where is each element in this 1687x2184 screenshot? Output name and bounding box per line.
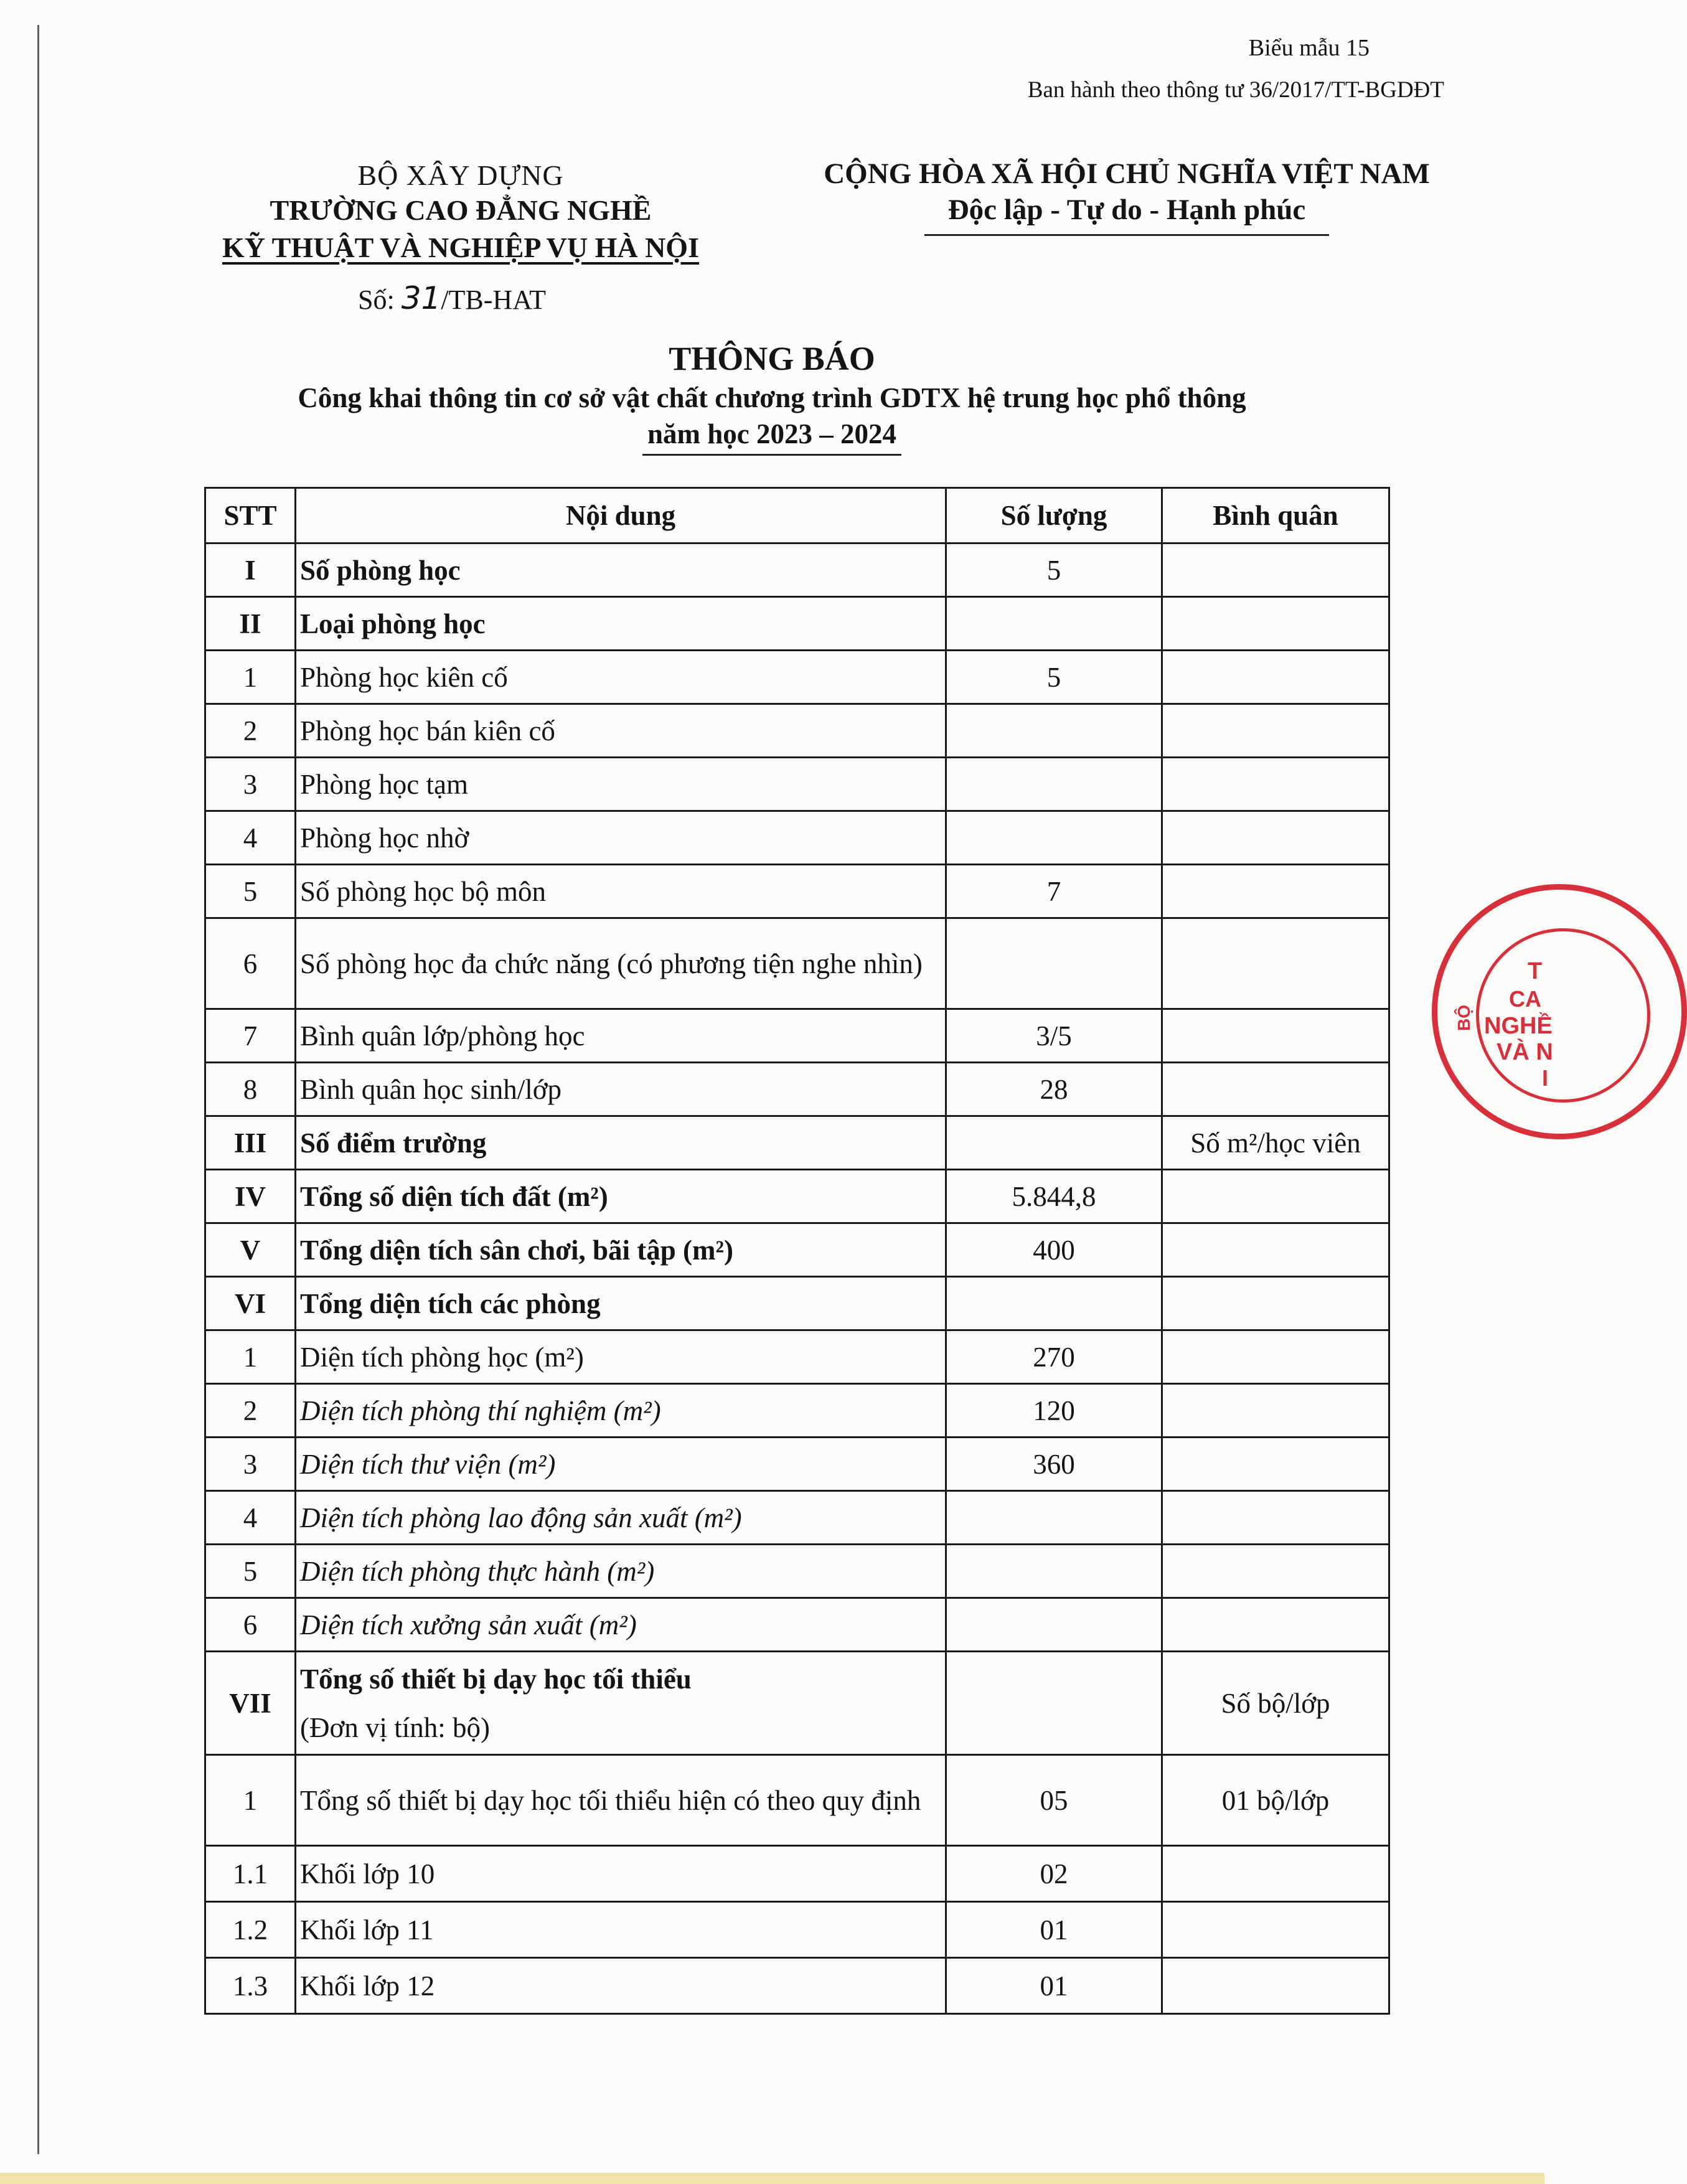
row-content: Tổng số diện tích đất (m²) xyxy=(296,1170,946,1223)
row-content: Bình quân học sinh/lớp xyxy=(296,1063,946,1116)
row-quantity xyxy=(946,1116,1162,1170)
table-row xyxy=(205,1598,1389,1652)
row-content: Bình quân lớp/phòng học xyxy=(296,1009,946,1063)
row-average xyxy=(1162,544,1389,597)
header-average: Bình quân xyxy=(1162,488,1389,544)
row-quantity xyxy=(946,758,1162,811)
scan-edge-band xyxy=(0,2173,1544,2184)
row-content: Diện tích phòng học (m²) xyxy=(296,1330,946,1384)
row-quantity: 270 xyxy=(946,1330,1162,1384)
row-average: 01 bộ/lớp xyxy=(1162,1755,1389,1846)
row-content-main: Tổng số thiết bị dạy học tối thiểu xyxy=(300,1663,692,1695)
facility-table xyxy=(204,487,1390,2015)
row-average xyxy=(1162,1223,1389,1277)
row-quantity xyxy=(946,1545,1162,1598)
row-stt: 1 xyxy=(205,1755,296,1846)
row-content-unit: (Đơn vị tính: bộ) xyxy=(300,1711,491,1743)
row-content: Diện tích thư viện (m²) xyxy=(296,1438,946,1491)
row-quantity: 28 xyxy=(946,1063,1162,1116)
row-content: Loại phòng học xyxy=(296,597,946,651)
table-row xyxy=(205,1009,1389,1063)
notice-subtitle: Công khai thông tin cơ sở vật chất chương trình GDTX hệ trung học phổ thông xyxy=(298,382,1246,413)
table-row xyxy=(205,1384,1389,1438)
row-average xyxy=(1162,651,1389,704)
table-row xyxy=(205,1116,1389,1170)
table-row xyxy=(205,1652,1389,1755)
seal-text-line: NGHỀ xyxy=(1484,1013,1553,1039)
school-name-line2 xyxy=(181,229,741,266)
row-content: Phòng học bán kiên cố xyxy=(296,704,946,758)
table-row xyxy=(205,704,1389,758)
row-average xyxy=(1162,1846,1389,1902)
row-quantity: 120 xyxy=(946,1384,1162,1438)
row-stt: 6 xyxy=(205,918,296,1009)
document-number xyxy=(358,280,546,316)
row-stt: 1.3 xyxy=(205,1958,296,2014)
school-name-line1: TRƯỜNG CAO ĐẲNG NGHỀ xyxy=(270,194,652,226)
row-stt: I xyxy=(205,544,296,597)
school-year: năm học 2023 – 2024 xyxy=(642,418,901,456)
row-stt: 1.1 xyxy=(205,1846,296,1902)
row-content: Diện tích phòng thí nghiệm (m²) xyxy=(296,1384,946,1438)
row-quantity xyxy=(946,811,1162,865)
school-name-line2-text: KỸ THUẬT VÀ NGHIỆP VỤ HÀ NỘI xyxy=(222,232,699,263)
row-content: Khối lớp 11 xyxy=(296,1902,946,1958)
row-average: Số m²/học viên xyxy=(1162,1116,1389,1170)
row-stt: III xyxy=(205,1116,296,1170)
table-row xyxy=(205,544,1389,597)
seal-text-line: T xyxy=(1528,958,1543,984)
row-content: Diện tích phòng thực hành (m²) xyxy=(296,1545,946,1598)
row-quantity: 5.844,8 xyxy=(946,1170,1162,1223)
table-row xyxy=(205,1491,1389,1545)
row-quantity: 5 xyxy=(946,544,1162,597)
row-stt: 5 xyxy=(205,1545,296,1598)
red-seal-stamp xyxy=(1432,884,1687,1139)
row-quantity: 01 xyxy=(946,1958,1162,2014)
header-stt: STT xyxy=(205,488,296,544)
header-quantity: Số lượng xyxy=(946,488,1162,544)
row-average xyxy=(1162,1330,1389,1384)
row-average xyxy=(1162,1170,1389,1223)
row-quantity xyxy=(946,1598,1162,1652)
row-stt: 1.2 xyxy=(205,1902,296,1958)
notice-title: THÔNG BÁO xyxy=(669,340,875,377)
row-content: Số điểm trường xyxy=(296,1116,946,1170)
row-stt: 7 xyxy=(205,1009,296,1063)
row-average xyxy=(1162,1598,1389,1652)
table-row xyxy=(205,1223,1389,1277)
row-quantity xyxy=(946,1652,1162,1755)
row-content: Tổng số thiết bị dạy học tối thiểu hiện có theo quy định xyxy=(296,1755,946,1846)
row-stt: 3 xyxy=(205,758,296,811)
row-stt: 1 xyxy=(205,651,296,704)
national-motto: Độc lập - Tự do - Hạnh phúc xyxy=(924,193,1330,236)
row-stt: 5 xyxy=(205,865,296,918)
row-quantity: 3/5 xyxy=(946,1009,1162,1063)
table-row xyxy=(205,1330,1389,1384)
row-average xyxy=(1162,758,1389,811)
row-quantity xyxy=(946,1491,1162,1545)
row-quantity xyxy=(946,597,1162,651)
table-row xyxy=(205,1170,1389,1223)
table-row xyxy=(205,597,1389,651)
national-header xyxy=(797,157,1457,236)
row-quantity xyxy=(946,704,1162,758)
row-content: Phòng học tạm xyxy=(296,758,946,811)
row-quantity xyxy=(946,918,1162,1009)
row-average xyxy=(1162,1277,1389,1330)
doc-no-number: 31 xyxy=(401,280,441,316)
row-average xyxy=(1162,918,1389,1009)
seal-text-line: VÀ N xyxy=(1497,1039,1553,1065)
table-row xyxy=(205,1063,1389,1116)
scan-margin-line xyxy=(37,25,39,2154)
issuer-block xyxy=(181,159,741,266)
row-stt: VI xyxy=(205,1277,296,1330)
row-stt: V xyxy=(205,1223,296,1277)
seal-text-line: CA xyxy=(1509,986,1541,1012)
table-row xyxy=(205,918,1389,1009)
row-average xyxy=(1162,1902,1389,1958)
row-stt: II xyxy=(205,597,296,651)
table-row xyxy=(205,1545,1389,1598)
row-average xyxy=(1162,704,1389,758)
table-header-row xyxy=(205,488,1389,544)
notice-title-block xyxy=(205,339,1338,456)
table-row xyxy=(205,1438,1389,1491)
row-stt: 8 xyxy=(205,1063,296,1116)
row-content: Phòng học kiên cố xyxy=(296,651,946,704)
table-row xyxy=(205,1958,1389,2014)
doc-no-suffix: /TB-HAT xyxy=(441,285,546,315)
row-average xyxy=(1162,1063,1389,1116)
seal-text-line: I xyxy=(1542,1065,1549,1091)
header-content: Nội dung xyxy=(296,488,946,544)
table-row xyxy=(205,1277,1389,1330)
row-stt: 4 xyxy=(205,1491,296,1545)
row-quantity: 5 xyxy=(946,651,1162,704)
row-quantity: 400 xyxy=(946,1223,1162,1277)
row-stt: IV xyxy=(205,1170,296,1223)
row-content: Số phòng học xyxy=(296,544,946,597)
row-stt: 6 xyxy=(205,1598,296,1652)
row-content: Số phòng học bộ môn xyxy=(296,865,946,918)
table-row xyxy=(205,1755,1389,1846)
row-quantity: 360 xyxy=(946,1438,1162,1491)
row-content: Số phòng học đa chức năng (có phương tiện nghe nhìn) xyxy=(296,918,946,1009)
row-average xyxy=(1162,811,1389,865)
ministry-name: BỘ XÂY DỰNG xyxy=(357,159,564,191)
row-stt: 4 xyxy=(205,811,296,865)
row-quantity xyxy=(946,1277,1162,1330)
table-row xyxy=(205,1846,1389,1902)
row-stt: 2 xyxy=(205,1384,296,1438)
row-quantity: 02 xyxy=(946,1846,1162,1902)
row-quantity: 05 xyxy=(946,1755,1162,1846)
row-content: Tổng diện tích các phòng xyxy=(296,1277,946,1330)
row-content: Tổng diện tích sân chơi, bãi tập (m²) xyxy=(296,1223,946,1277)
row-average xyxy=(1162,1958,1389,2014)
seal-side-text: BỘ xyxy=(1454,1005,1473,1031)
row-content: Khối lớp 10 xyxy=(296,1846,946,1902)
row-average xyxy=(1162,1438,1389,1491)
issuing-circular: Ban hành theo thông tư 36/2017/TT-BGDĐT xyxy=(1027,77,1444,103)
row-quantity: 01 xyxy=(946,1902,1162,1958)
row-average xyxy=(1162,1491,1389,1545)
row-stt: VII xyxy=(205,1652,296,1755)
table-row xyxy=(205,865,1389,918)
row-content: Phòng học nhờ xyxy=(296,811,946,865)
table-row xyxy=(205,1902,1389,1958)
row-content: Diện tích phòng lao động sản xuất (m²) xyxy=(296,1491,946,1545)
row-average xyxy=(1162,1384,1389,1438)
row-average xyxy=(1162,597,1389,651)
row-average: Số bộ/lớp xyxy=(1162,1652,1389,1755)
row-stt: 2 xyxy=(205,704,296,758)
row-quantity: 7 xyxy=(946,865,1162,918)
table-row xyxy=(205,651,1389,704)
nation-name: CỘNG HÒA XÃ HỘI CHỦ NGHĨA VIỆT NAM xyxy=(824,158,1430,190)
row-content xyxy=(296,1652,946,1755)
doc-no-prefix: Số: xyxy=(358,285,402,315)
table-row xyxy=(205,758,1389,811)
row-content: Khối lớp 12 xyxy=(296,1958,946,2014)
form-code: Biểu mẫu 15 xyxy=(1248,35,1370,61)
row-stt: 3 xyxy=(205,1438,296,1491)
row-stt: 1 xyxy=(205,1330,296,1384)
row-content: Diện tích xưởng sản xuất (m²) xyxy=(296,1598,946,1652)
row-average xyxy=(1162,865,1389,918)
table-row xyxy=(205,811,1389,865)
row-average xyxy=(1162,1009,1389,1063)
row-average xyxy=(1162,1545,1389,1598)
